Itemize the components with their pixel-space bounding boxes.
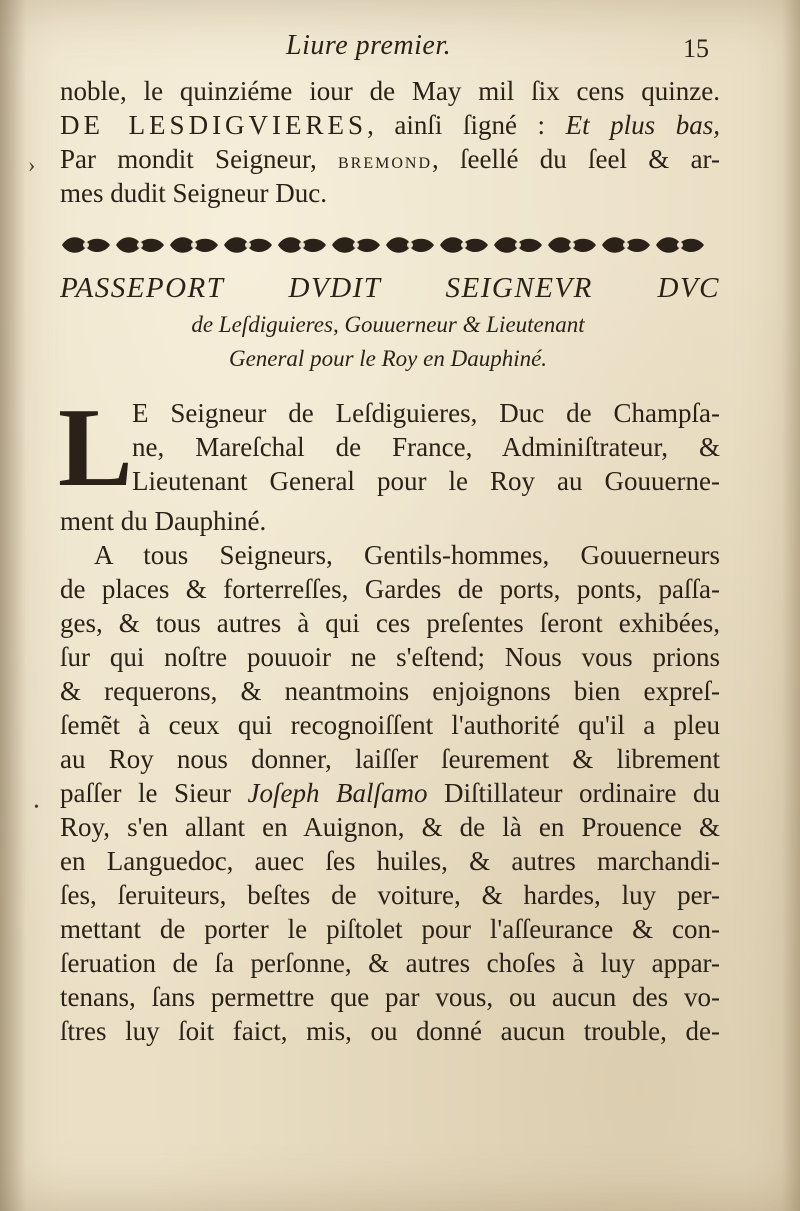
signature-name: DE LESDIGVIERES: [60, 110, 368, 140]
text-line: ſemẽt à ceux qui recognoiſſent l'authorité qu'il a pleu: [60, 710, 720, 740]
section-subtitle: de Leſdiguieres, Gouuerneur & Lieutenant: [191, 312, 585, 337]
binding-shadow: [0, 0, 26, 1211]
text-line: Lieutenant General pour le Roy au Gouuerne-: [132, 466, 720, 496]
text-line: A tous Seigneurs, Gentils-hommes, Gouuerneurs: [94, 540, 720, 570]
text-line: ne, Mareſchal de France, Adminiſtrateur, &: [132, 432, 720, 462]
italic-span: Et plus bas,: [565, 110, 721, 140]
opening-lines: [132, 396, 720, 498]
text-line: de places & forterreſſes, Gardes de ports, ponts, paſſa-: [60, 574, 720, 604]
secretary-name: BREMOND: [337, 155, 432, 172]
ornament-eye: [569, 242, 575, 248]
ornament-eye: [677, 242, 683, 248]
ornament-eye: [461, 242, 467, 248]
text-span: Par mondit Seigneur,: [60, 144, 338, 174]
text-line: [60, 776, 720, 810]
running-head: Liure premier.: [286, 30, 452, 61]
ornament-eye: [191, 242, 197, 248]
person-name: Joſeph Balſamo: [247, 778, 428, 808]
ornament-eye: [299, 242, 305, 248]
ornament-eye: [83, 242, 89, 248]
section-title: PASSEPORT DVDIT SEIGNEVR DVC: [60, 272, 720, 304]
ornament-eye: [353, 242, 359, 248]
drop-cap: L: [58, 386, 133, 510]
text-line: ſeruation de ſa perſonne, & autres choſes à luy appar-: [60, 948, 720, 978]
text-line: [60, 108, 720, 142]
margin-mark: ›: [28, 152, 36, 177]
text-line: ſtres luy ſoit faict, mis, ou donné aucun trouble, de-: [60, 1016, 720, 1046]
text-line: en Languedoc, auec ſes huiles, & autres marchandi-: [60, 846, 720, 876]
text-line: ment du Dauphiné.: [60, 506, 267, 536]
text-line: & requerons, & neantmoins enjoignons bien expreſ-: [60, 676, 720, 706]
text-line: mes dudit Seigneur Duc.: [60, 178, 327, 208]
ornament-eye: [623, 242, 629, 248]
page-edge: [782, 0, 800, 1211]
page-number: 15: [683, 34, 709, 63]
margin-dot: •: [34, 800, 39, 815]
ornament-eye: [245, 242, 251, 248]
top-paragraph: [60, 74, 720, 210]
section-subtitle: General pour le Roy en Dauphiné.: [228, 346, 548, 371]
ornament-pattern: [62, 237, 704, 253]
text-line: E Seigneur de Leſdiguieres, Duc de Champſa-: [132, 398, 720, 428]
text-line: au Roy nous donner, laiſſer ſeurement & librement: [60, 744, 720, 774]
text-line: ſes, ſeruiteurs, beſtes de voiture, & hardes, luy per-: [60, 880, 720, 910]
printers-ornament: [60, 234, 712, 256]
text-span: , ſeellé du ſeel & ar-: [432, 144, 720, 174]
text-line: mettant de porter le piſtolet pour l'aſſeurance & con-: [60, 914, 720, 944]
ornament-eye: [137, 242, 143, 248]
text-line: tenans, ſans permettre que par vous, ou aucun des vo-: [60, 982, 720, 1012]
body-paragraph: [60, 538, 720, 1048]
text-line: Roy, s'en allant en Auignon, & de là en Prouence &: [60, 812, 720, 842]
text-span: Diſtillateur ordinaire du: [427, 778, 721, 808]
text-span: , ainſi ſigné :: [367, 110, 566, 140]
text-line: ſur qui noſtre pouuoir ne s'eſtend; Nous vous prions: [60, 642, 720, 672]
ornament-eye: [407, 242, 413, 248]
text-line: [60, 142, 720, 176]
text-span: paſſer le Sieur: [60, 778, 248, 808]
text-line: noble, le quinziéme iour de May mil ſix cens quinze.: [60, 76, 720, 106]
text-line: ges, & tous autres à qui ces preſentes ſeront exhibées,: [60, 608, 720, 638]
ornament-eye: [515, 242, 521, 248]
